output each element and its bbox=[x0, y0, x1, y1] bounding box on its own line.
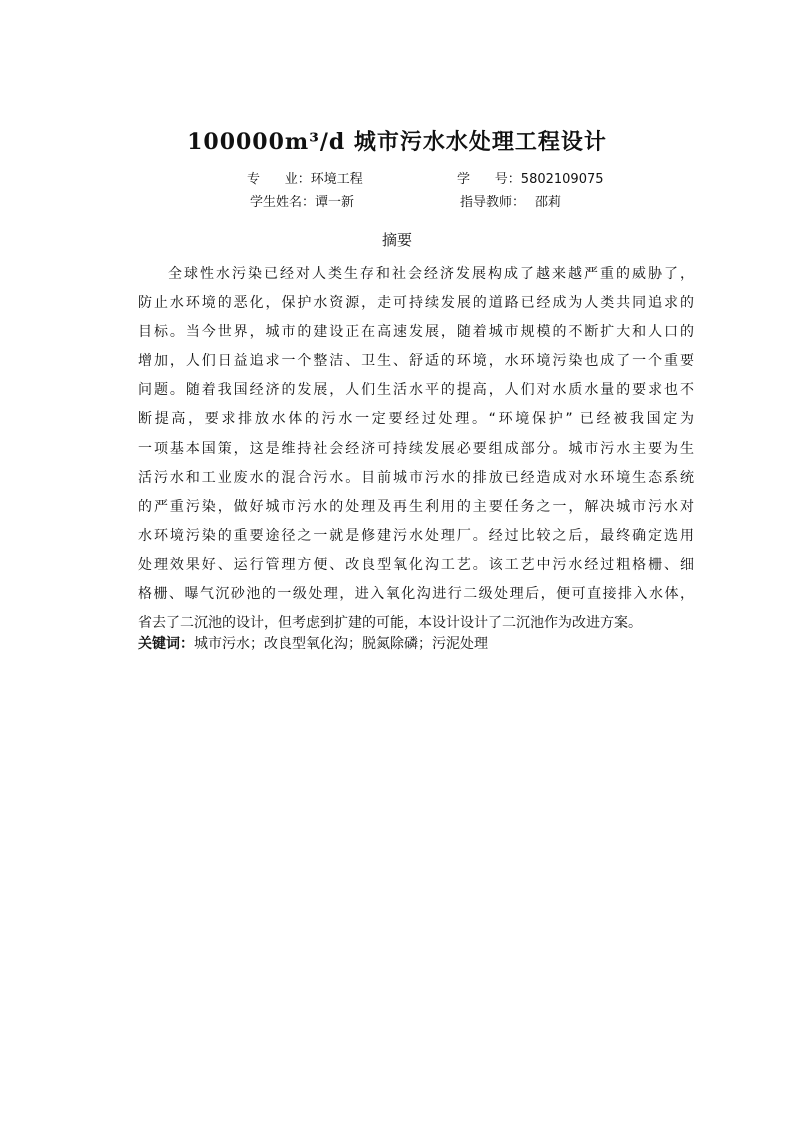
abstract-line: 活污水和工业废水的混合污水。目前城市污水的排放已经造成对水环境生态系统 bbox=[138, 469, 694, 486]
student-name-value: 谭一新 bbox=[315, 195, 355, 210]
abstract-line: 处理效果好、运行管理方便、改良型氧化沟工艺。该工艺中污水经过粗格栅、细 bbox=[138, 556, 694, 573]
abstract-heading: 摘要 bbox=[381, 231, 412, 249]
major-label: 专 业： bbox=[247, 172, 311, 187]
abstract-line: 问题。随着我国经济的发展，人们生活水平的提高，人们对水质水量的要求也不 bbox=[138, 382, 694, 399]
document-title: 100000m³/d 城市污水水处理工程设计 bbox=[187, 129, 607, 155]
abstract-line: 断提高，要求排放水体的污水一定要经过处理。“环境保护” 已经被我国定为 bbox=[138, 411, 694, 428]
advisor-field bbox=[460, 191, 561, 210]
student-name-field bbox=[250, 191, 354, 210]
abstract-line: 增加，人们日益追求一个整洁、卫生、舒适的环境，水环境污染也成了一个重要 bbox=[138, 353, 694, 370]
student-id-label: 学 号： bbox=[457, 172, 521, 187]
advisor-value: 邵莉 bbox=[535, 195, 562, 210]
abstract-line: 全球性水污染已经对人类生存和社会经济发展构成了越来越严重的威胁了， bbox=[168, 266, 694, 282]
abstract-line: 格栅、曝气沉砂池的一级处理，进入氧化沟进行二级处理后，便可直接排入水体， bbox=[138, 586, 694, 603]
abstract-line: 省去了二沉池的设计，但考虑到扩建的可能，本设计设计了二沉池作为改进方案。 bbox=[138, 615, 642, 632]
abstract-line: 水环境污染的重要途径之一就是修建污水处理厂。经过比较之后，最终确定选用 bbox=[138, 527, 694, 544]
keywords-value: 城市污水；改良型氧化沟；脱氮除磷；污泥处理 bbox=[194, 636, 488, 652]
abstract-line: 防止水环境的恶化，保护水资源，走可持续发展的道路已经成为人类共同追求的 bbox=[138, 295, 694, 312]
abstract-line: 目标。当今世界，城市的建设正在高速发展，随着城市规模的不断扩大和人口的 bbox=[138, 324, 694, 341]
student-name-label: 学生姓名： bbox=[250, 195, 316, 210]
keywords-label: 关键词： bbox=[138, 636, 194, 652]
abstract-line: 一项基本国策，这是维持社会经济可持续发展必要组成部分。城市污水主要为生 bbox=[138, 440, 694, 457]
student-id-field bbox=[457, 168, 604, 187]
abstract-paragraph bbox=[138, 260, 694, 638]
major-value: 环境工程 bbox=[310, 172, 363, 187]
keywords bbox=[138, 633, 488, 653]
advisor-label: 指导教师： bbox=[460, 195, 526, 210]
abstract-line: 的严重污染，做好城市污水的处理及再生利用的主要任务之一，解决城市污水对 bbox=[138, 498, 694, 515]
major-field bbox=[247, 168, 363, 187]
student-id-value: 5802109075 bbox=[520, 172, 604, 187]
